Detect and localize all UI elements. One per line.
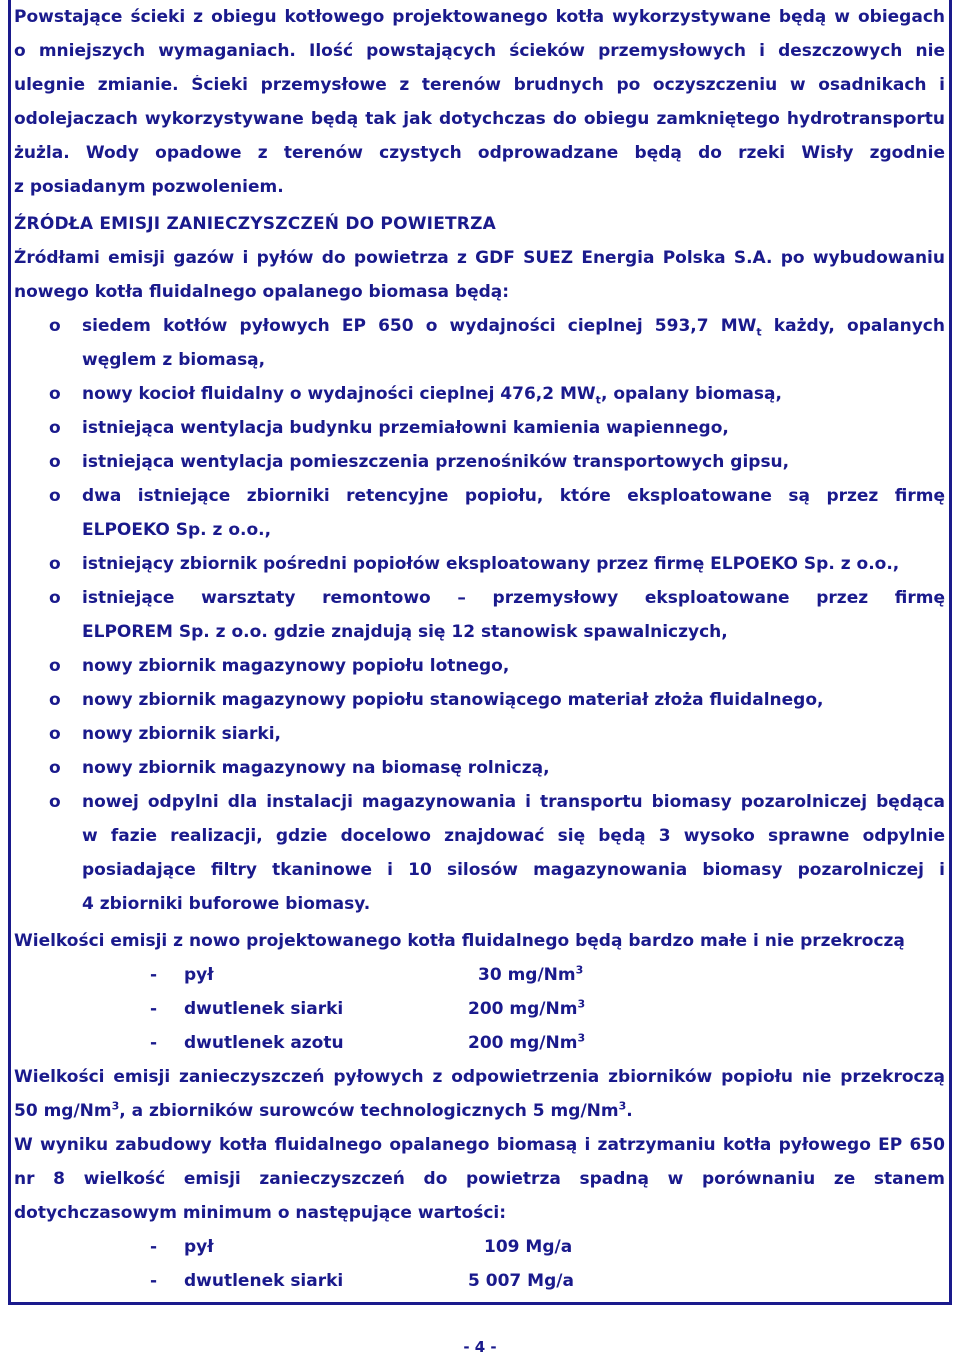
- bullet-marker: o: [49, 554, 61, 574]
- bullet-marker: o: [49, 588, 61, 608]
- source-item: nowy zbiornik siarki,: [82, 724, 281, 744]
- source-item: istniejąca wentylacja pomieszczenia przenośników transportowych gipsu,: [82, 452, 790, 472]
- emission-value: 200 mg/Nm$^3$: [468, 1031, 586, 1053]
- dash-marker: -: [150, 1271, 158, 1291]
- bullet-marker: o: [49, 792, 61, 812]
- dash-marker: -: [150, 1033, 158, 1053]
- page-number: - 4 -: [463, 1338, 497, 1356]
- section-heading: ŹRÓDŁA EMISJI ZANIECZYSZCZEŃ DO POWIETRZA: [14, 214, 496, 234]
- bullet-marker: o: [49, 758, 61, 778]
- para-line: ulegnie zmianie. Ścieki przemysłowe z terenów brudnych po oczyszczeniu w osadnikach i: [14, 75, 945, 95]
- emission-value: 30 mg/Nm$^3$: [478, 963, 584, 985]
- dash-marker: -: [150, 999, 158, 1019]
- emissions-intro: Wielkości emisji z nowo projektowanego kotła fluidalnego będą bardzo małe i nie przekroczą: [14, 931, 905, 951]
- reduction-value: 109 Mg/a: [484, 1237, 573, 1257]
- source-item: nowy zbiornik magazynowy popiołu lotnego,: [82, 656, 510, 676]
- reduction-line: nr 8 wielkość emisji zanieczyszczeń do powietrza spadną w porównaniu ze stanem: [14, 1169, 945, 1189]
- source-item: istniejące warsztaty remontowo – przemysłowy eksploatowane przez firmę: [82, 588, 945, 608]
- para-line: odolejaczach wykorzystywane będą tak jak dotychczas do obiegu zamkniętego hydrotransportu: [14, 109, 945, 129]
- reduction-label: pył: [184, 1237, 214, 1257]
- bullet-marker: o: [49, 656, 61, 676]
- source-item: siedem kotłów pyłowych EP 650 o wydajności cieplnej 593,7 $MW_t$ każdy, opalanych: [82, 316, 945, 338]
- para-line: z posiadanym pozwoleniem.: [14, 177, 284, 197]
- source-item-cont: węglem z biomasą,: [82, 350, 266, 370]
- source-item: dwa istniejące zbiorniki retencyjne popiołu, które eksploatowane są przez firmę: [82, 486, 945, 506]
- dust-line: Wielkości emisji zanieczyszczeń pyłowych z odpowietrzenia zbiorników popiołu nie przekroczą: [14, 1067, 945, 1087]
- reduction-line: W wyniku zabudowy kotła fluidalnego opalanego biomasą i zatrzymaniu kotła pyłowego EP 650: [14, 1135, 945, 1155]
- source-item-cont: 4 zbiorniki buforowe biomasy.: [82, 894, 371, 914]
- bullet-marker: o: [49, 452, 61, 472]
- emission-value: 200 mg/Nm$^3$: [468, 997, 586, 1019]
- source-item: istniejąca wentylacja budynku przemiałowni kamienia wapiennego,: [82, 418, 729, 438]
- source-item-cont: ELPOEKO Sp. z o.o.,: [82, 520, 272, 540]
- intro-line: nowego kotła fluidalnego opalanego biomasa będą:: [14, 282, 510, 302]
- emission-label: dwutlenek azotu: [184, 1033, 344, 1053]
- bullet-marker: o: [49, 384, 61, 404]
- para-line: o mniejszych wymaganiach. Ilość powstających ścieków przemysłowych i deszczowych nie: [14, 41, 945, 61]
- reduction-label: dwutlenek siarki: [184, 1271, 344, 1291]
- bullet-marker: o: [49, 724, 61, 744]
- source-item: nowy kocioł fluidalny o wydajności cieplnej 476,2 $MW_t$, opalany biomasą,: [82, 384, 782, 407]
- reduction-value: 5 007 Mg/a: [468, 1271, 574, 1291]
- emission-label: pył: [184, 965, 214, 985]
- source-item: istniejący zbiornik pośredni popiołów eksploatowany przez firmę ELPOEKO Sp. z o.o.,: [82, 554, 900, 574]
- dash-marker: -: [150, 1237, 158, 1257]
- intro-line: Źródłami emisji gazów i pyłów do powietrza z GDF SUEZ Energia Polska S.A. po wybudowaniu: [14, 248, 945, 268]
- bullet-marker: o: [49, 418, 61, 438]
- para-line: żużla. Wody opadowe z terenów czystych odprowadzane będą do rzeki Wisły zgodnie: [14, 143, 945, 163]
- para-line: Powstające ścieki z obiegu kotłowego projektowanego kotła wykorzystywane będą w obiegach: [14, 7, 945, 27]
- bullet-marker: o: [49, 486, 61, 506]
- source-item-cont: w fazie realizacji, gdzie docelowo znajdować się będą 3 wysoko sprawne odpylnie: [82, 826, 945, 846]
- source-item-cont: posiadające filtry tkaninowe i 10 silosów magazynowania biomasy pozarolniczej i: [82, 860, 945, 880]
- source-item-cont: ELPOREM Sp. z o.o. gdzie znajdują się 12 stanowisk spawalniczych,: [82, 622, 728, 642]
- dust-line: 50 mg/Nm$^3$, a zbiorników surowców technologicznych 5 mg/Nm$^3$.: [14, 1099, 633, 1121]
- dash-marker: -: [150, 965, 158, 985]
- reduction-line: dotychczasowym minimum o następujące wartości:: [14, 1203, 507, 1223]
- bullet-marker: o: [49, 316, 61, 336]
- bullet-marker: o: [49, 690, 61, 710]
- source-item: nowy zbiornik magazynowy na biomasę rolniczą,: [82, 758, 550, 778]
- source-item: nowej odpylni dla instalacji magazynowania i transportu biomasy pozarolniczej będąca: [82, 792, 945, 812]
- emission-label: dwutlenek siarki: [184, 999, 344, 1019]
- source-item: nowy zbiornik magazynowy popiołu stanowiącego materiał złoża fluidalnego,: [82, 690, 824, 710]
